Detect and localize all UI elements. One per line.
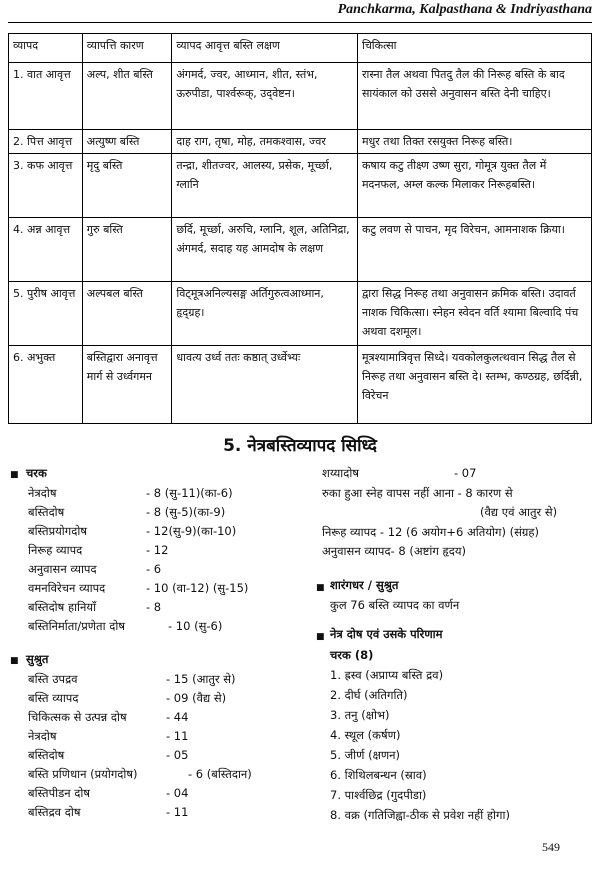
bullet-icon: ■ xyxy=(316,583,325,593)
list-item-name: बस्तिदोष xyxy=(28,505,65,519)
list-item: 4. स्थूल (कर्षण) xyxy=(330,728,401,742)
running-header: Panchkarma, Kalpasthana & Indriyasthana xyxy=(337,2,592,17)
list-item-name: नेत्रदोष xyxy=(28,729,57,743)
list-item: 6. शिथिलबन्धन (स्राव) xyxy=(330,768,427,782)
sushrut-heading: सुश्रुत xyxy=(26,652,49,666)
table-cell: कषाय कटु तीक्ष्ण उष्ण सुरा, गोमूत्र युक्त तैल में मदनफल, अम्ल कल्क मिलाकर निरूहबस्ति। xyxy=(357,154,591,218)
list-item-value: - 04 xyxy=(166,786,189,800)
list-item-name: शय्यादोष xyxy=(322,466,359,480)
list-item: 2. दीर्घ (अतिगति) xyxy=(330,688,408,702)
list-item-value: - 15 (आतुर से) xyxy=(166,672,236,686)
list-item-value: - 12 xyxy=(146,543,169,557)
text-line: अनुवासन व्यापद- 8 (अष्टांग हृदय) xyxy=(322,544,467,558)
table-cell: बस्तिद्वारा अनावृत्त मार्ग से उर्ध्वगमन xyxy=(82,346,172,424)
table-cell: मधुर तथा तिक्त रसयुक्त निरूह बस्ति। xyxy=(357,130,591,154)
sharang-heading: शारंगधर / सुश्रुत xyxy=(330,578,399,592)
text-line: रुका हुआ स्नेह वापस नहीं आना - 8 कारण से xyxy=(322,486,513,500)
netra-heading: नेत्र दोष एवं उसके परिणाम xyxy=(330,627,443,641)
list-item-value: - 11 xyxy=(166,729,189,743)
charak-heading: चरक xyxy=(26,466,47,480)
table-header: चिकित्सा xyxy=(357,34,591,63)
list-item-value: - 11 xyxy=(166,805,189,819)
table-cell: धावत्य उर्ध्व ततः कष्ठात् उर्ध्वेभ्यः xyxy=(172,346,358,424)
table-cell: 2. पित्त आवृत्त xyxy=(9,130,83,154)
list-item-name: बस्तिद्रव दोष xyxy=(28,805,81,819)
bullet-icon: ■ xyxy=(10,470,19,480)
list-item-value: - 6 (बस्तिदान) xyxy=(188,767,252,781)
list-item-value: - 44 xyxy=(166,710,189,724)
list-item: 5. जीर्ण (क्षणन) xyxy=(330,748,401,762)
list-item-name: बस्तिदोष हानियाँ xyxy=(28,600,97,614)
page-number: 549 xyxy=(542,840,560,854)
list-item-name: बस्तिनिर्माता/प्रणेता दोष xyxy=(28,619,125,633)
list-item-value: - 8 xyxy=(146,600,162,614)
list-item-name: बस्ति उपद्रव xyxy=(28,672,78,686)
table-cell: द्वारा सिद्ध निरूह तथा अनुवासन क्रमिक बस्ति। उदावर्त नाशक चिकित्सा। स्नेहन स्वेदन वर्ति श्यामा बिल्वादि पंच अथवा दशमूल। xyxy=(357,282,591,346)
table-header: व्यापद आवृत्त बस्ति लक्षण xyxy=(172,34,358,63)
table-cell: छर्दि, मूर्च्छा, अरुचि, ग्लानि, शूल, अतिनिद्रा, अंगमर्द, सदाह यह आमदोष के लक्षण xyxy=(172,218,358,282)
list-item-name: बस्ति व्यापद xyxy=(28,691,79,705)
table-header: व्यापत्ति कारण xyxy=(82,34,172,63)
list-item-name: नेत्रदोष xyxy=(28,486,57,500)
charak-8-heading: चरक (8) xyxy=(330,648,374,662)
text-line: कुल 76 बस्ति व्यापद का वर्णन xyxy=(330,598,460,612)
list-item: 7. पार्श्वछिद्र (गुदपीडा) xyxy=(330,788,427,802)
table-cell: अल्प, शीत बस्ति xyxy=(82,63,172,130)
list-item-value: - 09 (वैद्य से) xyxy=(166,691,227,705)
list-item-name: निरूह व्यापद xyxy=(28,543,83,557)
table-cell: मृदु बस्ति xyxy=(82,154,172,218)
list-item: 3. तनु (क्षोभ) xyxy=(330,708,390,722)
text-line: (वैद्य एवं आतुर से) xyxy=(480,505,558,519)
table-cell: 5. पुरीष आवृत्त xyxy=(9,282,83,346)
table-cell: रास्ना तैल अथवा पितदु तैल की निरूह बस्ति के बाद सायंकाल को उससे अनुवासन बस्ति देनी चाहिए। xyxy=(357,63,591,130)
list-item-value: - 05 xyxy=(166,748,189,762)
list-item-name: बस्तिप्रयोगदोष xyxy=(28,524,87,538)
table-cell: कटु लवण से पाचन, मृद विरेचन, आमनाशक क्रिया। xyxy=(357,218,591,282)
table-cell: 6. अभुक्त xyxy=(9,346,83,424)
list-item-value: - 8 (सु-11)(का-6) xyxy=(146,486,233,500)
table-cell: तन्द्रा, शीतज्वर, आलस्य, प्रसेक, मूर्च्छा, ग्लानि xyxy=(172,154,358,218)
list-item-value: - 6 xyxy=(146,562,162,576)
list-item-name: अनुवासन व्यापद xyxy=(28,562,97,576)
list-item-name: बस्तिपीडन दोष xyxy=(28,786,91,800)
table-cell: दाह राग, तृषा, मोह, तमकश्वास, ज्वर xyxy=(172,130,358,154)
list-item-value: - 10 (सु-6) xyxy=(168,619,223,633)
table-header: व्यापद xyxy=(9,34,83,63)
table-cell: विट्‌मूत्रअनिल्यसङ्ग अर्तिगुरुत्वआध्मान, हृद्‌ग्रह। xyxy=(172,282,358,346)
table-cell: मूत्रश्यामात्रिवृत्त सिध्दे। यवकोलकुलत्थवान सिद्ध तैल से निरूह तथा अनुवासन बस्ति दे। स्तम्भ, कण्ठग्रह, छर्दिन्नी, विरेचन xyxy=(357,346,591,424)
text-line: निरूह व्यापद - 12 (6 अयोग+6 अतियोग) (संग्रह) xyxy=(322,525,539,539)
list-item-value: - 10 (वा-12) (सु-15) xyxy=(146,581,249,595)
list-item-name: चिकित्सक से उत्पन्न दोष xyxy=(28,710,127,724)
table-cell: अंगमर्द, ज्वर, आध्मान, शीत, स्तंभ, ऊरुपीडा, पार्श्वरूक्, उद्‌वेष्टन। xyxy=(172,63,358,130)
list-item: 1. ह्रस्व (अप्राप्य बस्ति द्रव) xyxy=(330,668,444,682)
table-cell: 1. वात आवृत्त xyxy=(9,63,83,130)
table-cell: अत्युष्ण बस्ति xyxy=(82,130,172,154)
list-item-name: बस्ति प्रणिधान (प्रयोगदोष) xyxy=(28,767,138,781)
bullet-icon: ■ xyxy=(316,632,325,642)
list-item-name: बस्तिदोष xyxy=(28,748,65,762)
table-cell: अल्पबल बस्ति xyxy=(82,282,172,346)
list-item-value: - 12(सु-9)(का-10) xyxy=(146,524,237,538)
table-cell: 3. कफ आवृत्त xyxy=(9,154,83,218)
bullet-icon: ■ xyxy=(10,656,19,666)
table-cell: 4. अन्न आवृत्त xyxy=(9,218,83,282)
list-item: 8. वक्र (गतिजिह्वा-ठीक से प्रवेश नहीं होगा) xyxy=(330,808,510,822)
table-cell: गुरु बस्ति xyxy=(82,218,172,282)
list-item-value: - 8 (सु-5)(का-9) xyxy=(146,505,226,519)
list-item-name: वमनविरेचन व्यापद xyxy=(28,581,106,595)
list-item-value: - 07 xyxy=(454,466,477,480)
section-title: 5. नेत्रबस्तिव्यापद सिध्दि xyxy=(223,436,377,456)
